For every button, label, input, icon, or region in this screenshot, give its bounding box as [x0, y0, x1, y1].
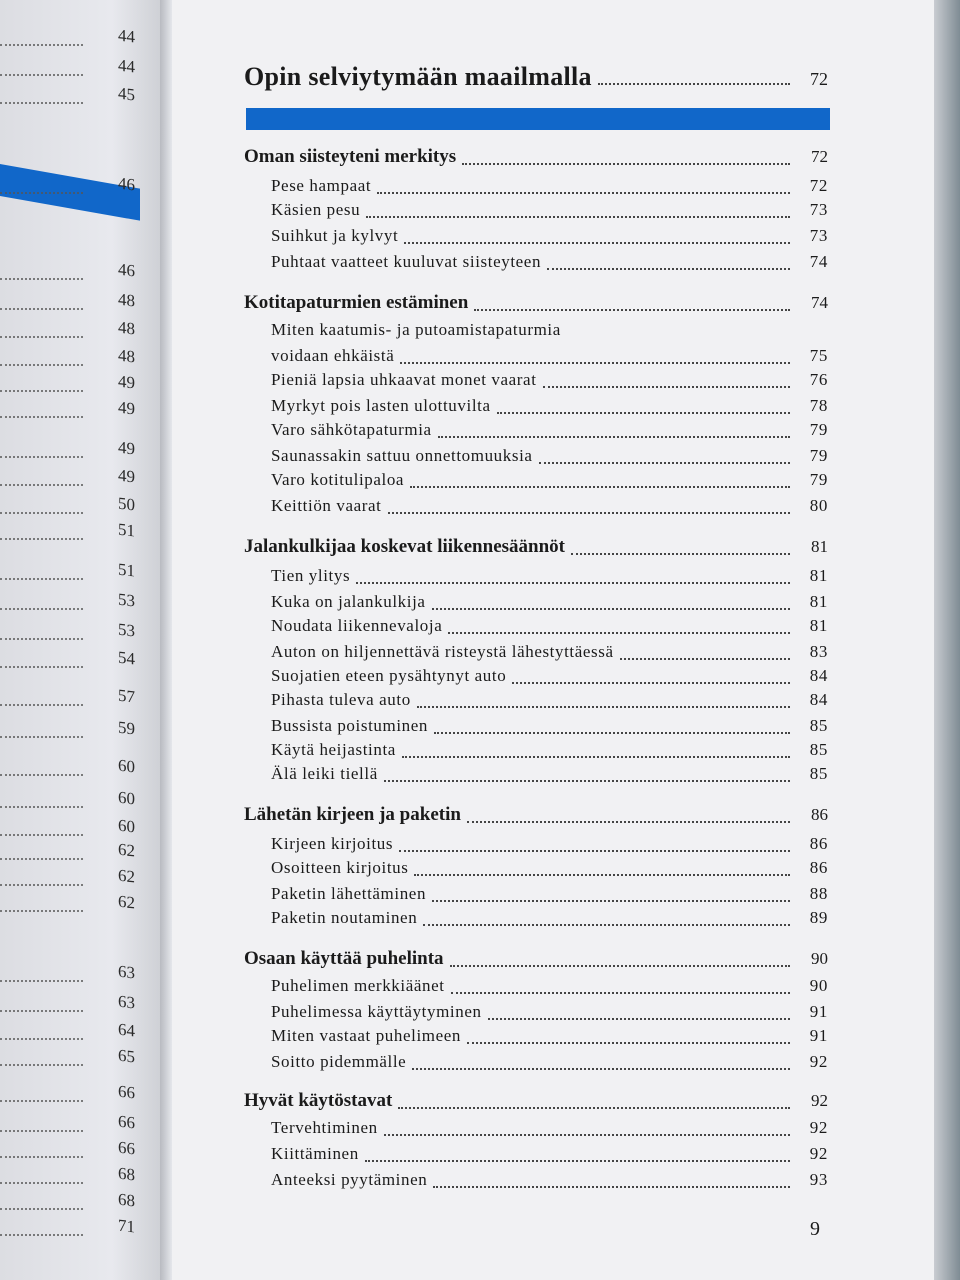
leader-dots: [497, 410, 790, 414]
toc-item-page: 72: [809, 176, 828, 195]
leader-dots: [543, 384, 790, 388]
previous-page-number: 64: [118, 1019, 135, 1041]
leader-dots: [598, 81, 790, 85]
toc-item-title: Myrkyt pois lasten ulottuvilta: [271, 396, 491, 415]
toc-item: [271, 1052, 828, 1072]
toc-item-title: Puhelimen merkkiäänet: [271, 976, 445, 995]
leader-dots: [414, 872, 790, 876]
leader-dots: [571, 551, 790, 555]
previous-page-number: 53: [118, 619, 135, 641]
previous-page-number: 48: [118, 345, 135, 367]
toc-item-page: 83: [809, 642, 828, 661]
previous-page-entry: [0, 490, 135, 514]
toc-item: [271, 834, 828, 854]
section-title: Kotitapaturmien estäminen: [244, 292, 469, 313]
leader-dots: [0, 1054, 83, 1066]
toc-item: [271, 252, 828, 272]
leader-dots: [474, 307, 790, 311]
previous-page-number: 51: [118, 519, 135, 541]
toc-item-page: 84: [809, 690, 828, 709]
toc-item-title: Käytä heijastinta: [271, 740, 396, 759]
leader-dots: [0, 298, 83, 310]
toc-item-page: 80: [809, 496, 828, 515]
toc-item: [271, 396, 828, 416]
leader-dots: [0, 1172, 83, 1184]
previous-page-number: 60: [118, 755, 135, 777]
toc-item: [271, 1170, 828, 1190]
previous-page-entry: [0, 314, 135, 338]
previous-page-entry: [0, 22, 135, 46]
toc-item-title: Pihasta tuleva auto: [271, 690, 411, 709]
section-page: 86: [811, 805, 828, 824]
previous-page-entry: [0, 812, 135, 836]
toc-item-title: Miten vastaat puhelimeen: [271, 1026, 462, 1045]
leader-dots: [0, 1028, 83, 1040]
section-title: Oman siisteyteni merkitys: [244, 146, 457, 167]
previous-page-number: 44: [118, 25, 135, 47]
previous-page-entry: [0, 586, 135, 610]
toc-item: [271, 1002, 828, 1022]
toc-item-page: 93: [809, 1170, 828, 1189]
toc-item-page: 79: [809, 420, 828, 439]
previous-page-entry: [0, 682, 135, 706]
leader-dots: [0, 970, 83, 982]
toc-item: [271, 764, 828, 784]
leader-dots: [450, 963, 790, 967]
previous-page-number: 50: [118, 493, 135, 515]
leader-dots: [0, 1198, 83, 1210]
leader-dots: [0, 64, 83, 76]
section-heading: [244, 146, 828, 168]
previous-page-entry: [0, 1078, 135, 1102]
toc-item: [271, 858, 828, 878]
previous-page-number: 45: [118, 83, 135, 105]
toc-item-page: 85: [809, 716, 828, 735]
toc-item: [271, 566, 828, 586]
leader-dots: [432, 898, 790, 902]
chapter-blue-bar: [246, 108, 830, 130]
toc-item-title: Osoitteen kirjoitus: [271, 858, 409, 877]
leader-dots: [0, 1000, 83, 1012]
previous-page-number: 66: [118, 1111, 135, 1133]
toc-item: [271, 176, 828, 196]
previous-page-number: 54: [118, 647, 135, 669]
toc-item: [271, 592, 828, 612]
leader-dots: [451, 990, 790, 994]
toc-item: [271, 420, 828, 440]
page-number: 9: [810, 1218, 820, 1240]
toc-item: [271, 1118, 828, 1138]
toc-item-page: 79: [809, 446, 828, 465]
toc-item-title: Soitto pidemmälle: [271, 1052, 407, 1071]
section-heading: [244, 804, 828, 826]
section-heading: [244, 536, 828, 558]
toc-item: [271, 690, 828, 710]
leader-dots: [377, 190, 790, 194]
previous-page-entry: [0, 1108, 135, 1132]
section-title: Hyvät käytöstavat: [244, 1090, 393, 1111]
previous-page-entry: [0, 256, 135, 280]
toc-item-title: Noudata liikennevaloja: [271, 616, 443, 635]
toc-item-title: Miten kaatumis- ja putoamistapaturmia: [271, 320, 561, 339]
previous-page-number: 49: [118, 465, 135, 487]
previous-page-number: 63: [118, 991, 135, 1013]
toc-item-title: Kirjeen kirjoitus: [271, 834, 394, 853]
leader-dots: [0, 1224, 83, 1236]
leader-dots: [0, 568, 83, 580]
leader-dots: [0, 1090, 83, 1102]
toc-item-title: Pieniä lapsia uhkaavat monet vaarat: [271, 370, 537, 389]
previous-page-entry: [0, 862, 135, 886]
previous-page-number: 71: [118, 1215, 135, 1237]
previous-page-number: 63: [118, 961, 135, 983]
section-heading: [244, 948, 828, 970]
previous-page-entry: [0, 342, 135, 366]
leader-dots: [410, 484, 790, 488]
leader-dots: [0, 656, 83, 668]
previous-page-entry: [0, 836, 135, 860]
leader-dots: [0, 528, 83, 540]
section-title: Lähetän kirjeen ja paketin: [244, 804, 461, 825]
section-title: Jalankulkijaa koskevat liikennesäännöt: [244, 536, 565, 557]
previous-page-number: 51: [118, 559, 135, 581]
leader-dots: [488, 1016, 790, 1020]
leader-dots: [0, 380, 83, 392]
leader-dots: [434, 730, 790, 734]
toc-item-page: 81: [809, 592, 828, 611]
toc-item-line: [271, 320, 828, 340]
toc-item-title: Pese hampaat: [271, 176, 372, 195]
previous-page-number: 60: [118, 787, 135, 809]
toc-item: [271, 976, 828, 996]
leader-dots: [356, 580, 790, 584]
leader-dots: [0, 874, 83, 886]
leader-dots: [0, 764, 83, 776]
toc-item-page: 81: [809, 616, 828, 635]
section-page: 90: [811, 949, 828, 968]
toc-item-title-continued: voidaan ehkäistä: [271, 346, 395, 365]
previous-page-entry: [0, 1042, 135, 1066]
previous-page-entry: [0, 888, 135, 912]
leader-dots: [366, 214, 790, 218]
toc-item: [271, 200, 828, 220]
previous-page-entry: [0, 434, 135, 458]
previous-page-entry: [0, 170, 135, 194]
leader-dots: [423, 922, 790, 926]
previous-page-entry: [0, 462, 135, 486]
toc-item-page: 89: [809, 908, 828, 927]
leader-dots: [462, 161, 790, 165]
previous-page-number: 53: [118, 589, 135, 611]
section-heading: [244, 1090, 828, 1112]
toc-item: [271, 740, 828, 760]
toc-item-page: 79: [809, 470, 828, 489]
leader-dots: [0, 1120, 83, 1132]
toc-item-page: 90: [809, 976, 828, 995]
toc-item-title: Puhelimessa käyttäytyminen: [271, 1002, 482, 1021]
toc-item-page: 76: [809, 370, 828, 389]
section-page: 92: [811, 1091, 828, 1110]
leader-dots: [0, 628, 83, 640]
toc-item-title: Varo sähkötapaturmia: [271, 420, 432, 439]
previous-page-number: 62: [118, 865, 135, 887]
previous-page-entry: [0, 752, 135, 776]
previous-page-number: 60: [118, 815, 135, 837]
leader-dots: [417, 704, 790, 708]
toc-item: [271, 666, 828, 686]
previous-page-number: 68: [118, 1163, 135, 1185]
toc-item-title: Suojatien eteen pysähtynyt auto: [271, 666, 507, 685]
previous-page-entry: [0, 556, 135, 580]
leader-dots: [0, 796, 83, 808]
section-page: 74: [811, 293, 828, 312]
toc-item-page: 73: [809, 200, 828, 219]
leader-dots: [0, 354, 83, 366]
toc-item: [271, 716, 828, 736]
toc-item: [271, 346, 828, 366]
leader-dots: [384, 778, 790, 782]
toc-item-title: Suihkut ja kylvyt: [271, 226, 399, 245]
toc-item: [271, 884, 828, 904]
toc-item-page: 92: [809, 1052, 828, 1071]
toc-item-title: Kuka on jalankulkija: [271, 592, 426, 611]
previous-page-number: 68: [118, 1189, 135, 1211]
toc-item-page: 88: [809, 884, 828, 903]
section-heading: [244, 292, 828, 314]
previous-page-number: 59: [118, 717, 135, 739]
leader-dots: [0, 598, 83, 610]
toc-item-title: Kiittäminen: [271, 1144, 359, 1163]
toc-item-page: 92: [809, 1118, 828, 1137]
toc-item-title: Saunassakin sattuu onnettomuuksia: [271, 446, 533, 465]
toc-item-title: Auton on hiljennettävä risteystä lähestyttäessä: [271, 642, 614, 661]
page-edge-background: [934, 0, 960, 1280]
chapter-heading: [244, 62, 828, 92]
leader-dots: [402, 754, 790, 758]
previous-page-entry: [0, 1016, 135, 1040]
leader-dots: [0, 182, 83, 194]
toc-item: [271, 370, 828, 390]
leader-dots: [539, 460, 790, 464]
toc-item-page: 85: [809, 740, 828, 759]
leader-dots: [398, 1105, 790, 1109]
leader-dots: [365, 1158, 790, 1162]
previous-page-entry: [0, 1160, 135, 1184]
leader-dots: [0, 900, 83, 912]
toc-item: [271, 446, 828, 466]
previous-page-number: 48: [118, 317, 135, 339]
toc-item-page: 74: [809, 252, 828, 271]
toc-item-title: Paketin noutaminen: [271, 908, 418, 927]
previous-page-number: 57: [118, 685, 135, 707]
previous-page-entry: [0, 368, 135, 392]
section-page: 72: [811, 147, 828, 166]
toc-item: [271, 470, 828, 490]
toc-item-page: 85: [809, 764, 828, 783]
leader-dots: [0, 726, 83, 738]
previous-page-number: 66: [118, 1137, 135, 1159]
previous-page-entry: [0, 784, 135, 808]
leader-dots: [0, 502, 83, 514]
leader-dots: [467, 1040, 790, 1044]
toc-item-title: Paketin lähettäminen: [271, 884, 427, 903]
previous-page-entry: [0, 714, 135, 738]
toc-item-title: Käsien pesu: [271, 200, 361, 219]
toc-item: [271, 226, 828, 246]
leader-dots: [400, 360, 790, 364]
toc-item-title: Varo kotitulipaloa: [271, 470, 405, 489]
leader-dots: [0, 1146, 83, 1158]
previous-page-number: 62: [118, 839, 135, 861]
chapter-title: Opin selviytymään maailmalla: [244, 62, 592, 91]
toc-item-page: 86: [809, 858, 828, 877]
toc-item: [271, 1144, 828, 1164]
leader-dots: [384, 1132, 790, 1136]
previous-page-number: 44: [118, 55, 135, 77]
previous-page-number: 65: [118, 1045, 135, 1067]
leader-dots: [388, 510, 791, 514]
previous-page-entry: [0, 516, 135, 540]
chapter-page: 72: [810, 69, 828, 89]
toc-item-title: Tervehtiminen: [271, 1118, 378, 1137]
leader-dots: [0, 406, 83, 418]
toc-item-page: 78: [809, 396, 828, 415]
leader-dots: [620, 656, 790, 660]
previous-page-number: 48: [118, 289, 135, 311]
leader-dots: [438, 434, 790, 438]
previous-page: [0, 0, 160, 1280]
toc-item-title: Bussista poistuminen: [271, 716, 428, 735]
toc-item-page: 91: [809, 1026, 828, 1045]
leader-dots: [547, 266, 790, 270]
toc-item: [271, 1026, 828, 1046]
leader-dots: [404, 240, 790, 244]
toc-item-page: 81: [809, 566, 828, 585]
toc-item-title: Anteeksi pyytäminen: [271, 1170, 428, 1189]
leader-dots: [467, 819, 790, 823]
previous-page-entry: [0, 1186, 135, 1210]
toc-item: [271, 642, 828, 662]
leader-dots: [0, 474, 83, 486]
leader-dots: [0, 268, 83, 280]
toc-item: [271, 908, 828, 928]
toc-item-page: 86: [809, 834, 828, 853]
leader-dots: [412, 1066, 790, 1070]
previous-page-number: 49: [118, 437, 135, 459]
previous-page-entry: [0, 644, 135, 668]
leader-dots: [433, 1184, 790, 1188]
previous-page-number: 46: [118, 173, 135, 195]
previous-page-number: 66: [118, 1081, 135, 1103]
leader-dots: [512, 680, 790, 684]
toc-item-page: 91: [809, 1002, 828, 1021]
previous-page-number: 49: [118, 371, 135, 393]
toc-item: [271, 616, 828, 636]
previous-page-entry: [0, 988, 135, 1012]
toc-item-page: 73: [809, 226, 828, 245]
section-page: 81: [811, 537, 828, 556]
leader-dots: [0, 824, 83, 836]
previous-page-number: 62: [118, 891, 135, 913]
toc-item-title: Tien ylitys: [271, 566, 351, 585]
previous-page-entry: [0, 394, 135, 418]
toc-item-page: 75: [809, 346, 828, 365]
leader-dots: [0, 326, 83, 338]
toc-item-page: 84: [809, 666, 828, 685]
toc-item-title: Keittiön vaarat: [271, 496, 382, 515]
previous-page-entry: [0, 1212, 135, 1236]
previous-page-number: 46: [118, 259, 135, 281]
previous-page-entry: [0, 1134, 135, 1158]
leader-dots: [399, 848, 790, 852]
previous-page-entry: [0, 286, 135, 310]
leader-dots: [0, 694, 83, 706]
leader-dots: [0, 446, 83, 458]
previous-page-number: 49: [118, 397, 135, 419]
previous-page-entry: [0, 80, 135, 104]
toc-item: [271, 496, 828, 516]
toc-item-page: 92: [809, 1144, 828, 1163]
leader-dots: [448, 630, 790, 634]
leader-dots: [0, 848, 83, 860]
previous-page-entry: [0, 52, 135, 76]
toc-item-title: Älä leiki tiellä: [271, 764, 378, 783]
toc-item-title: Puhtaat vaatteet kuuluvat siisteyteen: [271, 252, 542, 271]
leader-dots: [0, 92, 83, 104]
leader-dots: [0, 34, 83, 46]
leader-dots: [432, 606, 790, 610]
previous-page-entry: [0, 616, 135, 640]
previous-page-entry: [0, 958, 135, 982]
section-title: Osaan käyttää puhelinta: [244, 948, 444, 969]
